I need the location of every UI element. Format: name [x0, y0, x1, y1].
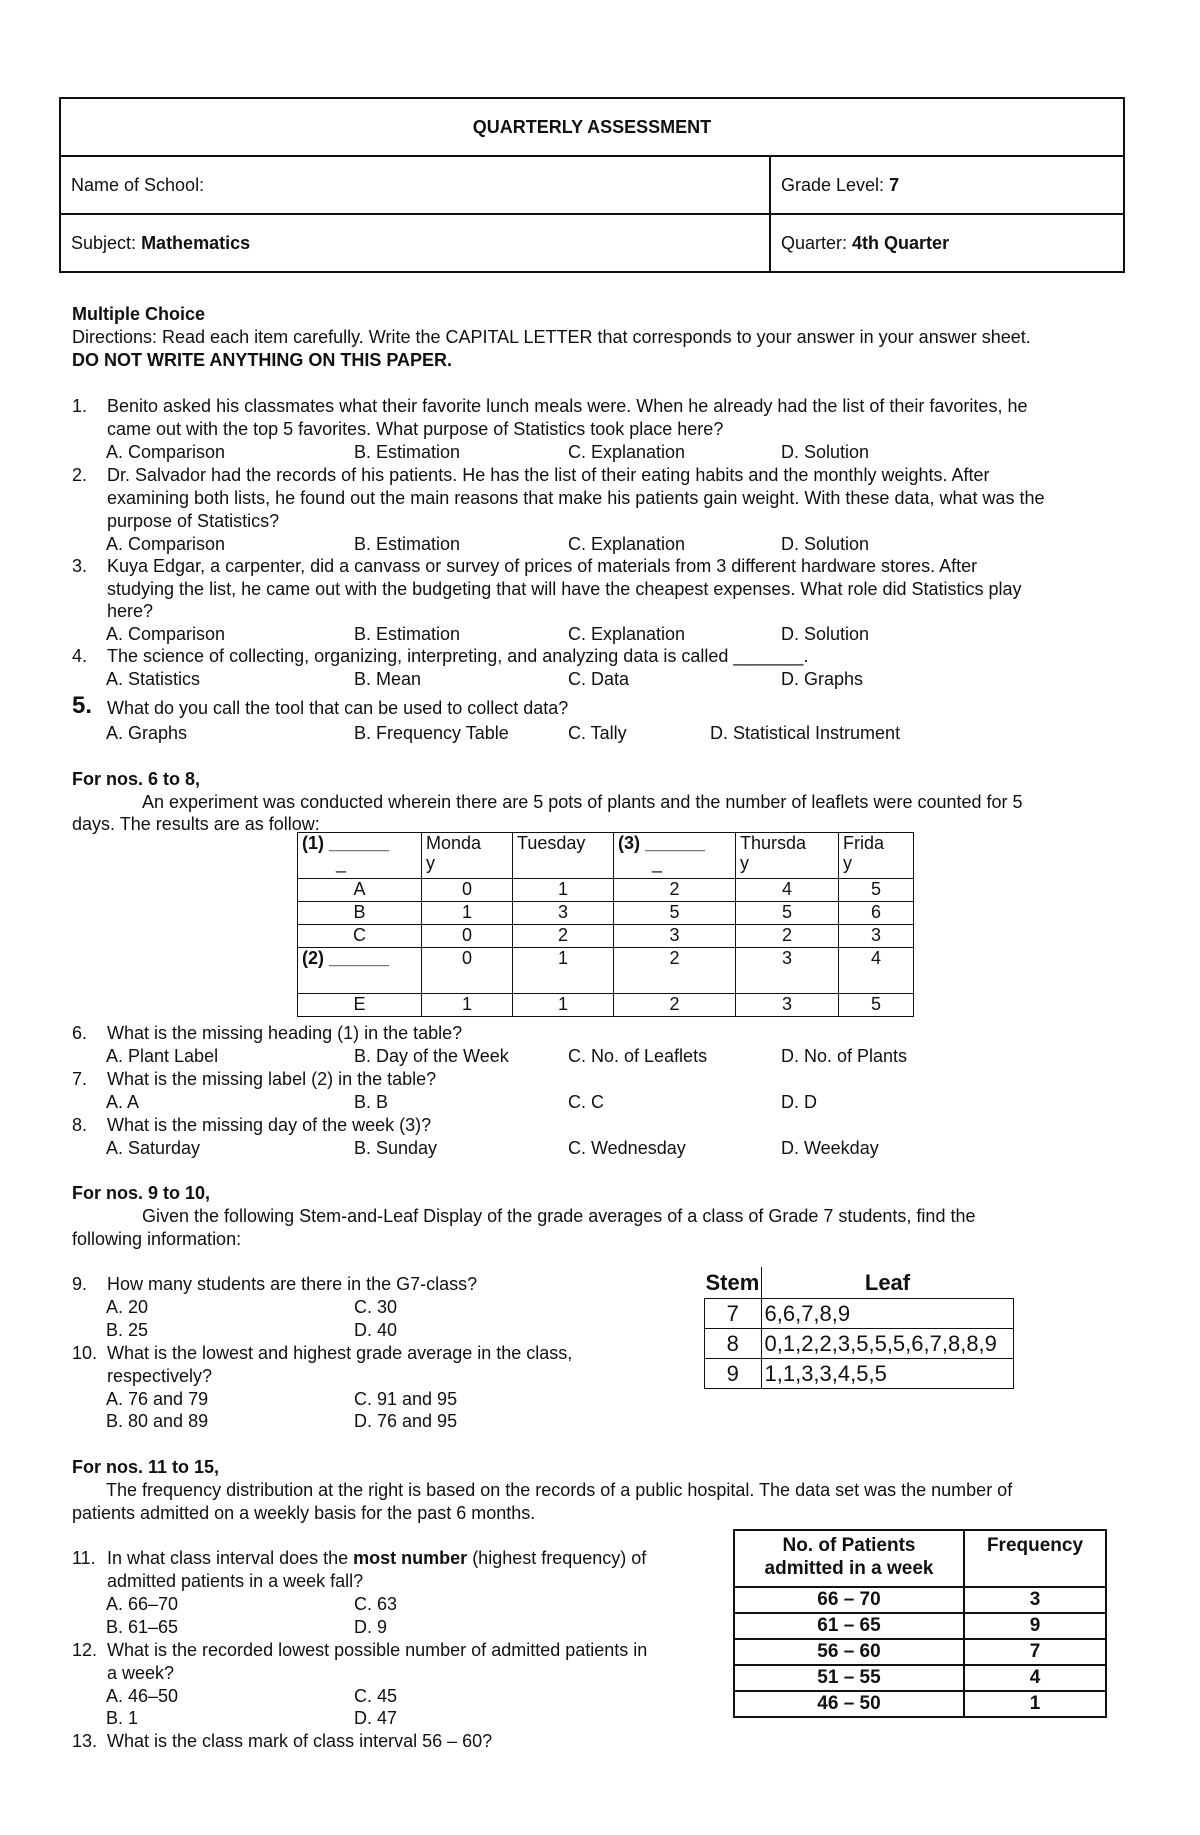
- header-monday-wrap: y: [426, 853, 435, 873]
- option-d: D. Statistical Instrument: [710, 723, 901, 743]
- section-intro: The frequency distribution at the right is based on the records of a public hospital. The data set was the number of: [106, 1480, 1013, 1500]
- table-header-cell: [298, 833, 422, 879]
- leaf-value: 0,1,2,2,3,5,5,5,6,7,8,8,9: [761, 1329, 1014, 1359]
- question-number: 11.: [72, 1548, 96, 1568]
- table-header-cell: [736, 833, 839, 879]
- question-text: The science of collecting, organizing, interpreting, and analyzing data is called _______.: [107, 646, 809, 666]
- question-number: 1.: [72, 396, 88, 416]
- assessment-title: QUARTERLY ASSESSMENT: [60, 98, 1124, 156]
- q11-text-pre: In what class interval does the: [107, 1548, 349, 1568]
- stem-value: 8: [705, 1329, 762, 1359]
- question-text: a week?: [107, 1663, 175, 1683]
- stem-header: Stem: [705, 1267, 762, 1299]
- option-a: A. Plant Label: [106, 1046, 219, 1066]
- option-c: C. Explanation: [568, 624, 686, 644]
- question-text: What do you call the tool that can be used to collect data?: [107, 698, 569, 718]
- table-header-cell: [839, 833, 914, 879]
- subject-value: Mathematics: [141, 232, 251, 253]
- class-interval: 61 – 65: [734, 1613, 964, 1639]
- option-c: C. 30: [354, 1297, 398, 1317]
- option-a: A. Saturday: [106, 1138, 201, 1158]
- subject-label: Subject:: [71, 232, 137, 253]
- question-number: 7.: [72, 1069, 88, 1089]
- option-d: D. 40: [354, 1320, 398, 1340]
- table-cell: 5: [839, 994, 914, 1017]
- option-b: B. Mean: [354, 669, 422, 689]
- stem-value: 9: [705, 1359, 762, 1389]
- quarter-cell: [770, 214, 1124, 272]
- table-row: [298, 879, 914, 902]
- table-row: [734, 1665, 1106, 1691]
- question-text: examining both lists, he found out the main reasons that make his patients gain weight. With these data, what was the: [107, 488, 1045, 508]
- option-b: B. 80 and 89: [106, 1411, 209, 1431]
- question-text: What is the class mark of class interval 56 – 60?: [107, 1731, 493, 1751]
- question-number: 6.: [72, 1023, 88, 1043]
- table-row: [298, 925, 914, 948]
- section-title-9-10: For nos. 9 to 10,: [72, 1183, 211, 1203]
- question-text: here?: [107, 601, 154, 621]
- question-number: 3.: [72, 556, 88, 576]
- table-row: [734, 1639, 1106, 1665]
- table-cell: 4: [736, 879, 839, 902]
- section-intro: An experiment was conducted wherein there are 5 pots of plants and the number of leaflets were counted for 5: [142, 792, 1023, 812]
- section-intro: Given the following Stem-and-Leaf Display of the grade averages of a class of Grade 7 students, find the: [142, 1206, 976, 1226]
- quarter-label: Quarter:: [781, 232, 848, 253]
- grade-level-label: Grade Level:: [781, 174, 885, 195]
- option-c: C. Wednesday: [568, 1138, 686, 1158]
- option-d: D. 76 and 95: [354, 1411, 458, 1431]
- question-text: What is the missing label (2) in the table?: [107, 1069, 437, 1089]
- frequency-value: 7: [964, 1639, 1106, 1665]
- question-number: 12.: [72, 1640, 98, 1660]
- leaf-value: 6,6,7,8,9: [761, 1299, 1014, 1329]
- row-label: A: [298, 879, 422, 902]
- section-title-6-8: For nos. 6 to 8,: [72, 769, 201, 789]
- table-header-cell: [422, 833, 513, 879]
- table-cell: 2: [513, 925, 614, 948]
- frequency-value: 3: [964, 1587, 1106, 1613]
- table-header-cell: [513, 833, 614, 879]
- table-row: [705, 1329, 1014, 1359]
- option-b: B. 61–65: [106, 1617, 179, 1637]
- option-a: A. A: [106, 1092, 140, 1112]
- question-number: 10.: [72, 1343, 98, 1363]
- school-name-label: Name of School:: [71, 174, 205, 195]
- option-c: C. Tally: [568, 723, 627, 743]
- question-number: 9.: [72, 1274, 88, 1294]
- option-b: B. Day of the Week: [354, 1046, 509, 1066]
- option-b: B. 1: [106, 1708, 139, 1728]
- option-b: B. Estimation: [354, 442, 461, 462]
- question-text: Benito asked his classmates what their favorite lunch meals were. When he already had the list of their favorites, he: [107, 396, 1028, 416]
- question-text: Kuya Edgar, a carpenter, did a canvass or survey of prices of materials from 3 different hardware stores. After: [107, 556, 978, 576]
- table-cell: 2: [614, 994, 736, 1017]
- question-text: How many students are there in the G7-class?: [107, 1274, 478, 1294]
- q11-text-bold: most number: [353, 1548, 468, 1568]
- table-header-cell: [614, 833, 736, 879]
- table-row: [298, 902, 914, 925]
- grade-level-cell: [770, 156, 1124, 214]
- section-title-11-15: For nos. 11 to 15,: [72, 1457, 220, 1477]
- table-row: [298, 948, 914, 994]
- table-row: [705, 1299, 1014, 1329]
- table-cell: 2: [614, 948, 736, 994]
- frequency-value: 9: [964, 1613, 1106, 1639]
- freq-header-frequency: Frequency: [964, 1530, 1106, 1587]
- frequency-value: 1: [964, 1691, 1106, 1717]
- warning-text: DO NOT WRITE ANYTHING ON THIS PAPER.: [72, 350, 453, 370]
- class-interval: 66 – 70: [734, 1587, 964, 1613]
- assessment-header-table: [59, 97, 1125, 273]
- leaf-header: Leaf: [761, 1267, 1014, 1299]
- option-c: C. Explanation: [568, 442, 686, 462]
- header-friday-wrap: y: [843, 853, 852, 873]
- option-a: A. Comparison: [106, 624, 226, 644]
- option-d: D. 47: [354, 1708, 398, 1728]
- header-thursday-wrap: y: [740, 853, 749, 873]
- table-cell: 2: [736, 925, 839, 948]
- table-cell: 5: [614, 902, 736, 925]
- table-cell: 1: [422, 994, 513, 1017]
- section-intro: days. The results are as follow:: [72, 814, 320, 834]
- blank-line: _: [652, 853, 663, 873]
- section-intro: following information:: [72, 1229, 242, 1249]
- table-cell: 6: [839, 902, 914, 925]
- question-number: 4.: [72, 646, 88, 666]
- freq-header-line-1: No. of Patients: [782, 1535, 916, 1556]
- table-cell: 3: [614, 925, 736, 948]
- option-c: C. 63: [354, 1594, 398, 1614]
- table-row: [705, 1359, 1014, 1389]
- class-interval: 46 – 50: [734, 1691, 964, 1717]
- row-label: E: [298, 994, 422, 1017]
- table-cell: 3: [736, 948, 839, 994]
- leaf-value: 1,1,3,3,4,5,5: [761, 1359, 1014, 1389]
- subject-cell: [60, 214, 770, 272]
- option-a: A. 76 and 79: [106, 1389, 209, 1409]
- table-row: [734, 1613, 1106, 1639]
- table-cell: 0: [422, 879, 513, 902]
- option-d: D. D: [781, 1092, 817, 1112]
- option-d: D. Graphs: [781, 669, 864, 689]
- question-text: What is the lowest and highest grade average in the class,: [107, 1343, 573, 1363]
- class-interval: 51 – 55: [734, 1665, 964, 1691]
- header-friday: Frida: [843, 833, 885, 853]
- option-d: D. Solution: [781, 534, 870, 554]
- question-text: came out with the top 5 favorites. What purpose of Statistics took place here?: [107, 419, 724, 439]
- missing-label-2: [298, 948, 422, 994]
- stem-leaf-table: [704, 1267, 1014, 1389]
- section-intro: patients admitted on a weekly basis for the past 6 months.: [72, 1503, 536, 1523]
- option-d: D. No. of Plants: [781, 1046, 908, 1066]
- question-number: 8.: [72, 1115, 88, 1135]
- missing-heading-1: (1) ______: [302, 833, 390, 853]
- freq-header-line-2: admitted in a week: [764, 1558, 934, 1579]
- directions-text: Directions: Read each item carefully. Write the CAPITAL LETTER that corresponds to your answer in your answer sheet.: [72, 327, 1031, 347]
- table-cell: 1: [422, 902, 513, 925]
- option-c: C. C: [568, 1092, 604, 1112]
- option-d: D. Weekday: [781, 1138, 879, 1158]
- option-b: B. Sunday: [354, 1138, 438, 1158]
- question-text: What is the missing heading (1) in the table?: [107, 1023, 463, 1043]
- option-a: A. 20: [106, 1297, 149, 1317]
- option-d: D. Solution: [781, 624, 870, 644]
- option-b: B. B: [354, 1092, 389, 1112]
- header-thursday: Thursda: [740, 833, 807, 853]
- header-monday: Monda: [426, 833, 482, 853]
- freq-header-interval: [734, 1530, 964, 1587]
- question-text: What is the missing day of the week (3)?: [107, 1115, 432, 1135]
- option-b: B. 25: [106, 1320, 149, 1340]
- table-cell: 3: [513, 902, 614, 925]
- question-number: 2.: [72, 465, 88, 485]
- option-c: C. Explanation: [568, 534, 686, 554]
- question-text: studying the list, he came out with the budgeting that will have the cheapest expenses. What role did Statistics play: [107, 579, 1022, 599]
- table-cell: 5: [839, 879, 914, 902]
- option-b: B. Estimation: [354, 534, 461, 554]
- missing-day-3: (3) ______: [618, 833, 706, 853]
- option-a: A. Statistics: [106, 669, 201, 689]
- question-text: [107, 1547, 707, 1570]
- question-text: admitted patients in a week fall?: [107, 1571, 364, 1591]
- option-d: D. Solution: [781, 442, 870, 462]
- option-c: C. 91 and 95: [354, 1389, 458, 1409]
- option-d: D. 9: [354, 1617, 388, 1637]
- option-a: A. 46–50: [106, 1686, 179, 1706]
- frequency-value: 4: [964, 1665, 1106, 1691]
- option-c: C. No. of Leaflets: [568, 1046, 708, 1066]
- table-cell: 5: [736, 902, 839, 925]
- option-a: A. Graphs: [106, 723, 188, 743]
- missing-label-2-text: (2) ______: [302, 948, 390, 968]
- stem-value: 7: [705, 1299, 762, 1329]
- question-number: 13.: [72, 1731, 98, 1751]
- header-tuesday: Tuesday: [517, 833, 586, 853]
- table-cell: 1: [513, 879, 614, 902]
- row-label: C: [298, 925, 422, 948]
- row-label: B: [298, 902, 422, 925]
- question-text: purpose of Statistics?: [107, 511, 280, 531]
- blank-line: _: [336, 853, 347, 873]
- q11-text-post: (highest frequency) of: [472, 1548, 647, 1568]
- option-a: A. Comparison: [106, 534, 226, 554]
- frequency-table: [733, 1529, 1107, 1718]
- option-c: C. Data: [568, 669, 630, 689]
- table-cell: 3: [736, 994, 839, 1017]
- option-a: A. 66–70: [106, 1594, 179, 1614]
- school-name-cell: [60, 156, 770, 214]
- option-b: B. Frequency Table: [354, 723, 509, 743]
- option-b: B. Estimation: [354, 624, 461, 644]
- question-text: Dr. Salvador had the records of his patients. He has the list of their eating habits and the monthly weights. After: [107, 465, 990, 485]
- table-row: [298, 994, 914, 1017]
- table-cell: 0: [422, 925, 513, 948]
- leaflet-table: [297, 832, 914, 1017]
- table-cell: 3: [839, 925, 914, 948]
- question-text: respectively?: [107, 1366, 213, 1386]
- table-cell: 1: [513, 948, 614, 994]
- table-cell: 2: [614, 879, 736, 902]
- table-cell: 1: [513, 994, 614, 1017]
- question-text: What is the recorded lowest possible number of admitted patients in: [107, 1640, 648, 1660]
- table-row: [734, 1691, 1106, 1717]
- option-a: A. Comparison: [106, 442, 226, 462]
- table-cell: 4: [839, 948, 914, 994]
- option-c: C. 45: [354, 1686, 398, 1706]
- question-number: 5.: [72, 692, 93, 719]
- class-interval: 56 – 60: [734, 1639, 964, 1665]
- quarter-value: 4th Quarter: [852, 232, 950, 253]
- section-title-multiple-choice: Multiple Choice: [72, 304, 206, 324]
- table-cell: 0: [422, 948, 513, 994]
- grade-level-value: 7: [889, 174, 900, 195]
- table-row: [734, 1587, 1106, 1613]
